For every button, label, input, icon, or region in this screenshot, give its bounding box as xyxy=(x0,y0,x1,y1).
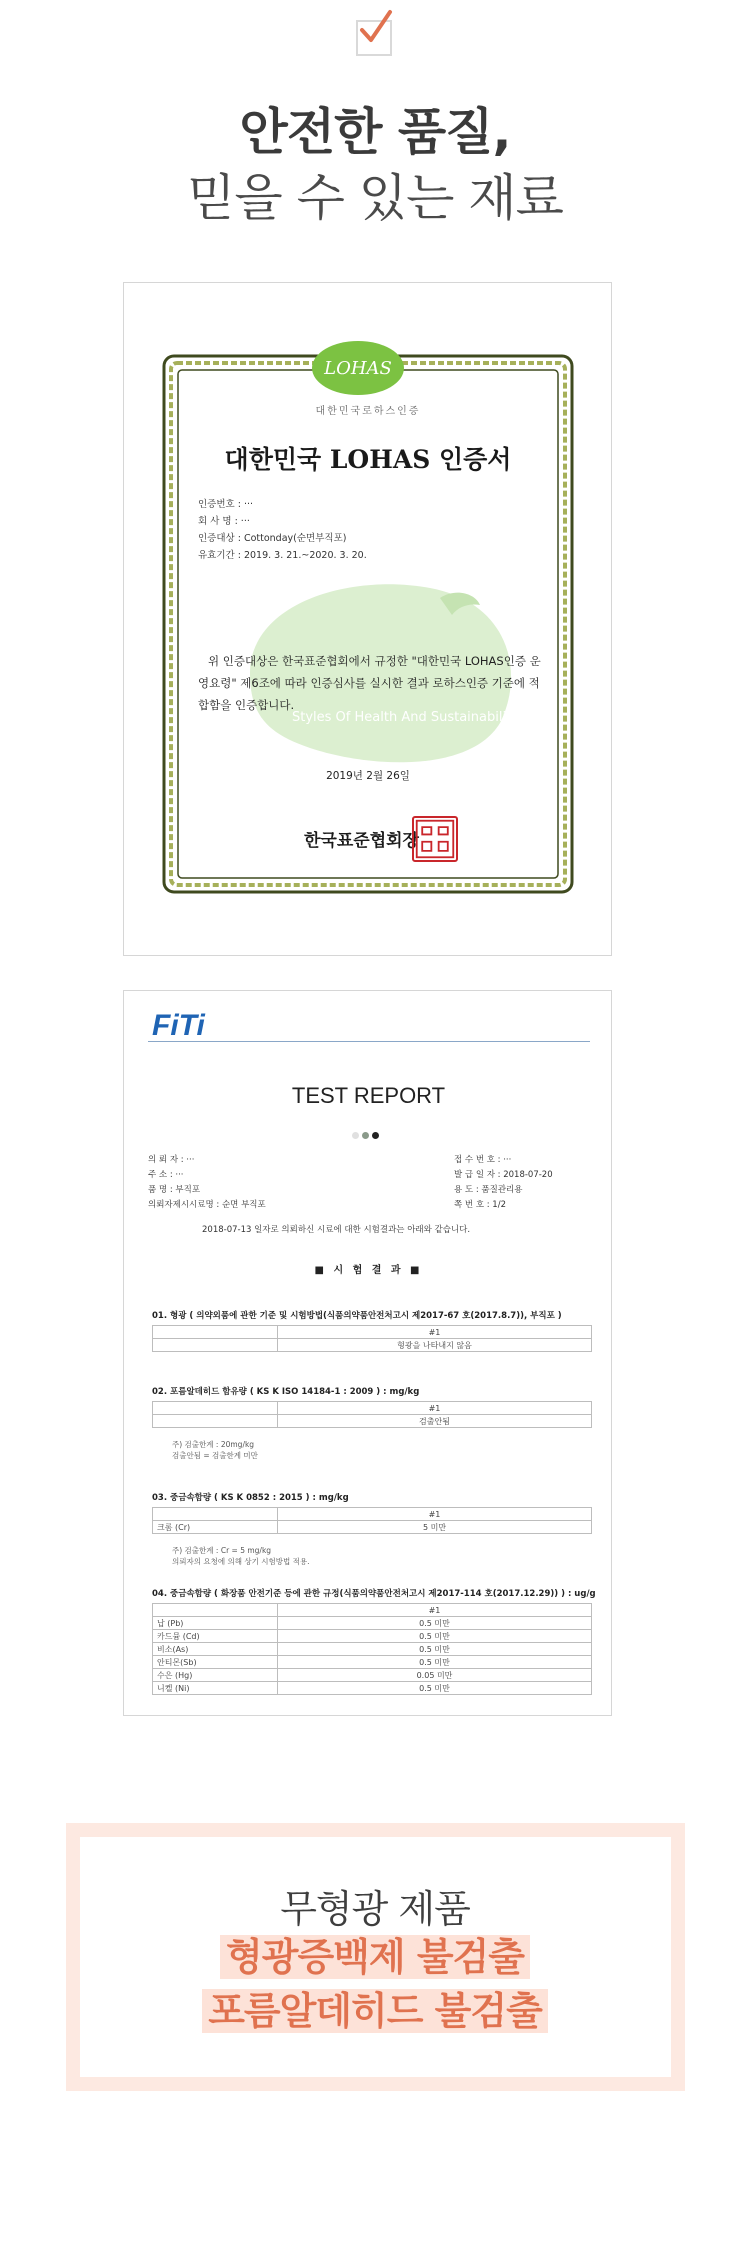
summary-highlight-fluorescent: 형광증백제 불검출 xyxy=(220,1935,530,1979)
cert-field-number: 인증번호 : ··· xyxy=(198,499,254,510)
test-table-heavy-metal-2 xyxy=(152,1603,592,1695)
table-cell: 형광을 나타내지 않음 xyxy=(278,1339,592,1352)
cert-field-validity: 유효기간 : 2019. 3. 21.~2020. 3. 20. xyxy=(198,550,367,561)
table-cell: 수은 (Hg) xyxy=(153,1669,278,1682)
table-cell: 카드뮴 (Cd) xyxy=(153,1630,278,1643)
certificate-body: 위 인증대상은 한국표준협회에서 규정한 "대한민국 LOHAS인증 운영요령" 제6조에 따라 인증심사를 실시한 결과 로하스인증 기준에 적합함을 인증합니다. xyxy=(198,654,541,712)
report-title: TEST REPORT xyxy=(291,1083,446,1108)
lohas-logo xyxy=(308,338,408,400)
summary-highlight-1-wrap xyxy=(0,1935,750,1979)
test-heading-heavy-metal-2: 04. 중금속함량 ( 화장품 안전기준 등에 관한 규정(식품의약품안전처고시 제2017-114 호(2017.12.29)) ) : ug/g xyxy=(152,1589,596,1599)
check-icon xyxy=(350,4,400,54)
table-cell: 0.5 미만 xyxy=(278,1643,592,1656)
table-cell: 검출안됨 xyxy=(278,1415,592,1428)
header-divider xyxy=(148,1041,590,1042)
test-note-formaldehyde xyxy=(172,1439,258,1461)
meta-sample: 의뢰자제시시료명 : 순면 부직포 xyxy=(148,1200,266,1210)
meta-purpose: 용 도 : 품질관리용 xyxy=(454,1185,523,1195)
table-col-header: #1 xyxy=(278,1508,592,1521)
report-meta-left xyxy=(148,1153,266,1213)
cert-field-company: 회 사 명 : ··· xyxy=(198,516,250,527)
test-heading-formaldehyde: 02. 포름알데히드 함유량 ( KS K ISO 14184-1 : 2009 ) : mg/kg xyxy=(152,1387,420,1397)
table-cell: 0.5 미만 xyxy=(278,1630,592,1643)
table-cell: 안티몬(Sb) xyxy=(153,1656,278,1669)
meta-receipt-no: 접 수 번 호 : ··· xyxy=(454,1155,512,1165)
test-heading-fluorescence: 01. 형광 ( 의약외품에 관한 기준 및 시험방법(식품의약품안전처고시 제2017-67 호(2017.8.7)), 부직포 ) xyxy=(152,1311,562,1321)
page-title-line2: 믿을 수 있는 재료 xyxy=(187,169,563,227)
note-line: 주) 검출한계 : 20mg/kg xyxy=(172,1440,255,1449)
page-dot xyxy=(362,1132,369,1139)
table-col-header: #1 xyxy=(278,1326,592,1339)
page-title-line1: 안전한 품질, xyxy=(239,103,511,161)
report-intro: 2018-07-13 일자로 의뢰하신 시료에 대한 시험결과는 아래와 같습니다. xyxy=(202,1225,471,1235)
certificate-issuer: 한국표준협회장 xyxy=(304,831,419,851)
note-line: 의뢰자의 요청에 의해 상기 시험방법 적용. xyxy=(172,1557,310,1566)
meta-item: 품 명 : 부직포 xyxy=(148,1185,201,1195)
table-col-header: #1 xyxy=(278,1402,592,1415)
certificate-fields xyxy=(198,496,367,564)
report-meta-right xyxy=(454,1153,553,1213)
summary-highlight-2-wrap xyxy=(0,1989,750,2033)
table-cell: 납 (Pb) xyxy=(153,1617,278,1630)
section-title: ■ 시 험 결 과 ■ xyxy=(314,1265,423,1276)
test-heading-heavy-metal-1: 03. 중금속함량 ( KS K 0852 : 2015 ) : mg/kg xyxy=(152,1493,349,1503)
certificate-subtitle: 대한민국로하스인증 xyxy=(315,406,421,417)
summary-title: 무형광 제품 xyxy=(280,1887,470,1931)
watermark-text: Styles Of Health And Sustainability xyxy=(292,710,519,725)
meta-issue-date: 발 급 일 자 : 2018-07-20 xyxy=(454,1170,553,1180)
summary-highlight-formaldehyde: 포름알데히드 불검출 xyxy=(202,1989,548,2033)
note-line: 검출안됨 = 검출한계 미만 xyxy=(172,1451,258,1460)
meta-address: 주 소 : ··· xyxy=(148,1170,184,1180)
table-cell: 크롬 (Cr) xyxy=(153,1521,278,1534)
table-cell: 0.5 미만 xyxy=(278,1656,592,1669)
fiti-logo-text: FiTi xyxy=(152,1009,205,1039)
table-col-header: #1 xyxy=(278,1604,592,1617)
test-report-card xyxy=(123,990,612,1716)
lohas-logo-text: LOHAS xyxy=(324,358,392,379)
certificate-title: 대한민국 LOHAS 인증서 xyxy=(224,445,512,474)
page-dot xyxy=(352,1132,359,1139)
note-line: 주) 검출한계 : Cr = 5 mg/kg xyxy=(172,1546,272,1555)
lohas-certificate xyxy=(162,348,574,896)
table-cell: 0.05 미만 xyxy=(278,1669,592,1682)
test-note-heavy-metal xyxy=(172,1545,309,1567)
meta-client: 의 뢰 자 : ··· xyxy=(148,1155,195,1165)
lohas-certificate-card xyxy=(123,282,612,956)
fiti-logo xyxy=(152,1009,242,1039)
page-dot-active xyxy=(372,1132,379,1139)
table-cell: 5 미만 xyxy=(278,1521,592,1534)
test-table-fluorescence xyxy=(152,1325,592,1352)
page-dots xyxy=(352,1124,382,1143)
cert-field-target: 인증대상 : Cottonday(순면부직포) xyxy=(198,533,347,544)
table-cell: 0.5 미만 xyxy=(278,1682,592,1695)
test-table-formaldehyde xyxy=(152,1401,592,1428)
table-cell: 0.5 미만 xyxy=(278,1617,592,1630)
test-table-heavy-metal-1 xyxy=(152,1507,592,1534)
certificate-date: 2019년 2월 26일 xyxy=(326,770,410,782)
table-cell: 니켈 (Ni) xyxy=(153,1682,278,1695)
meta-page: 쪽 번 호 : 1/2 xyxy=(454,1200,506,1210)
official-seal xyxy=(412,816,458,862)
table-cell: 비소(As) xyxy=(153,1643,278,1656)
